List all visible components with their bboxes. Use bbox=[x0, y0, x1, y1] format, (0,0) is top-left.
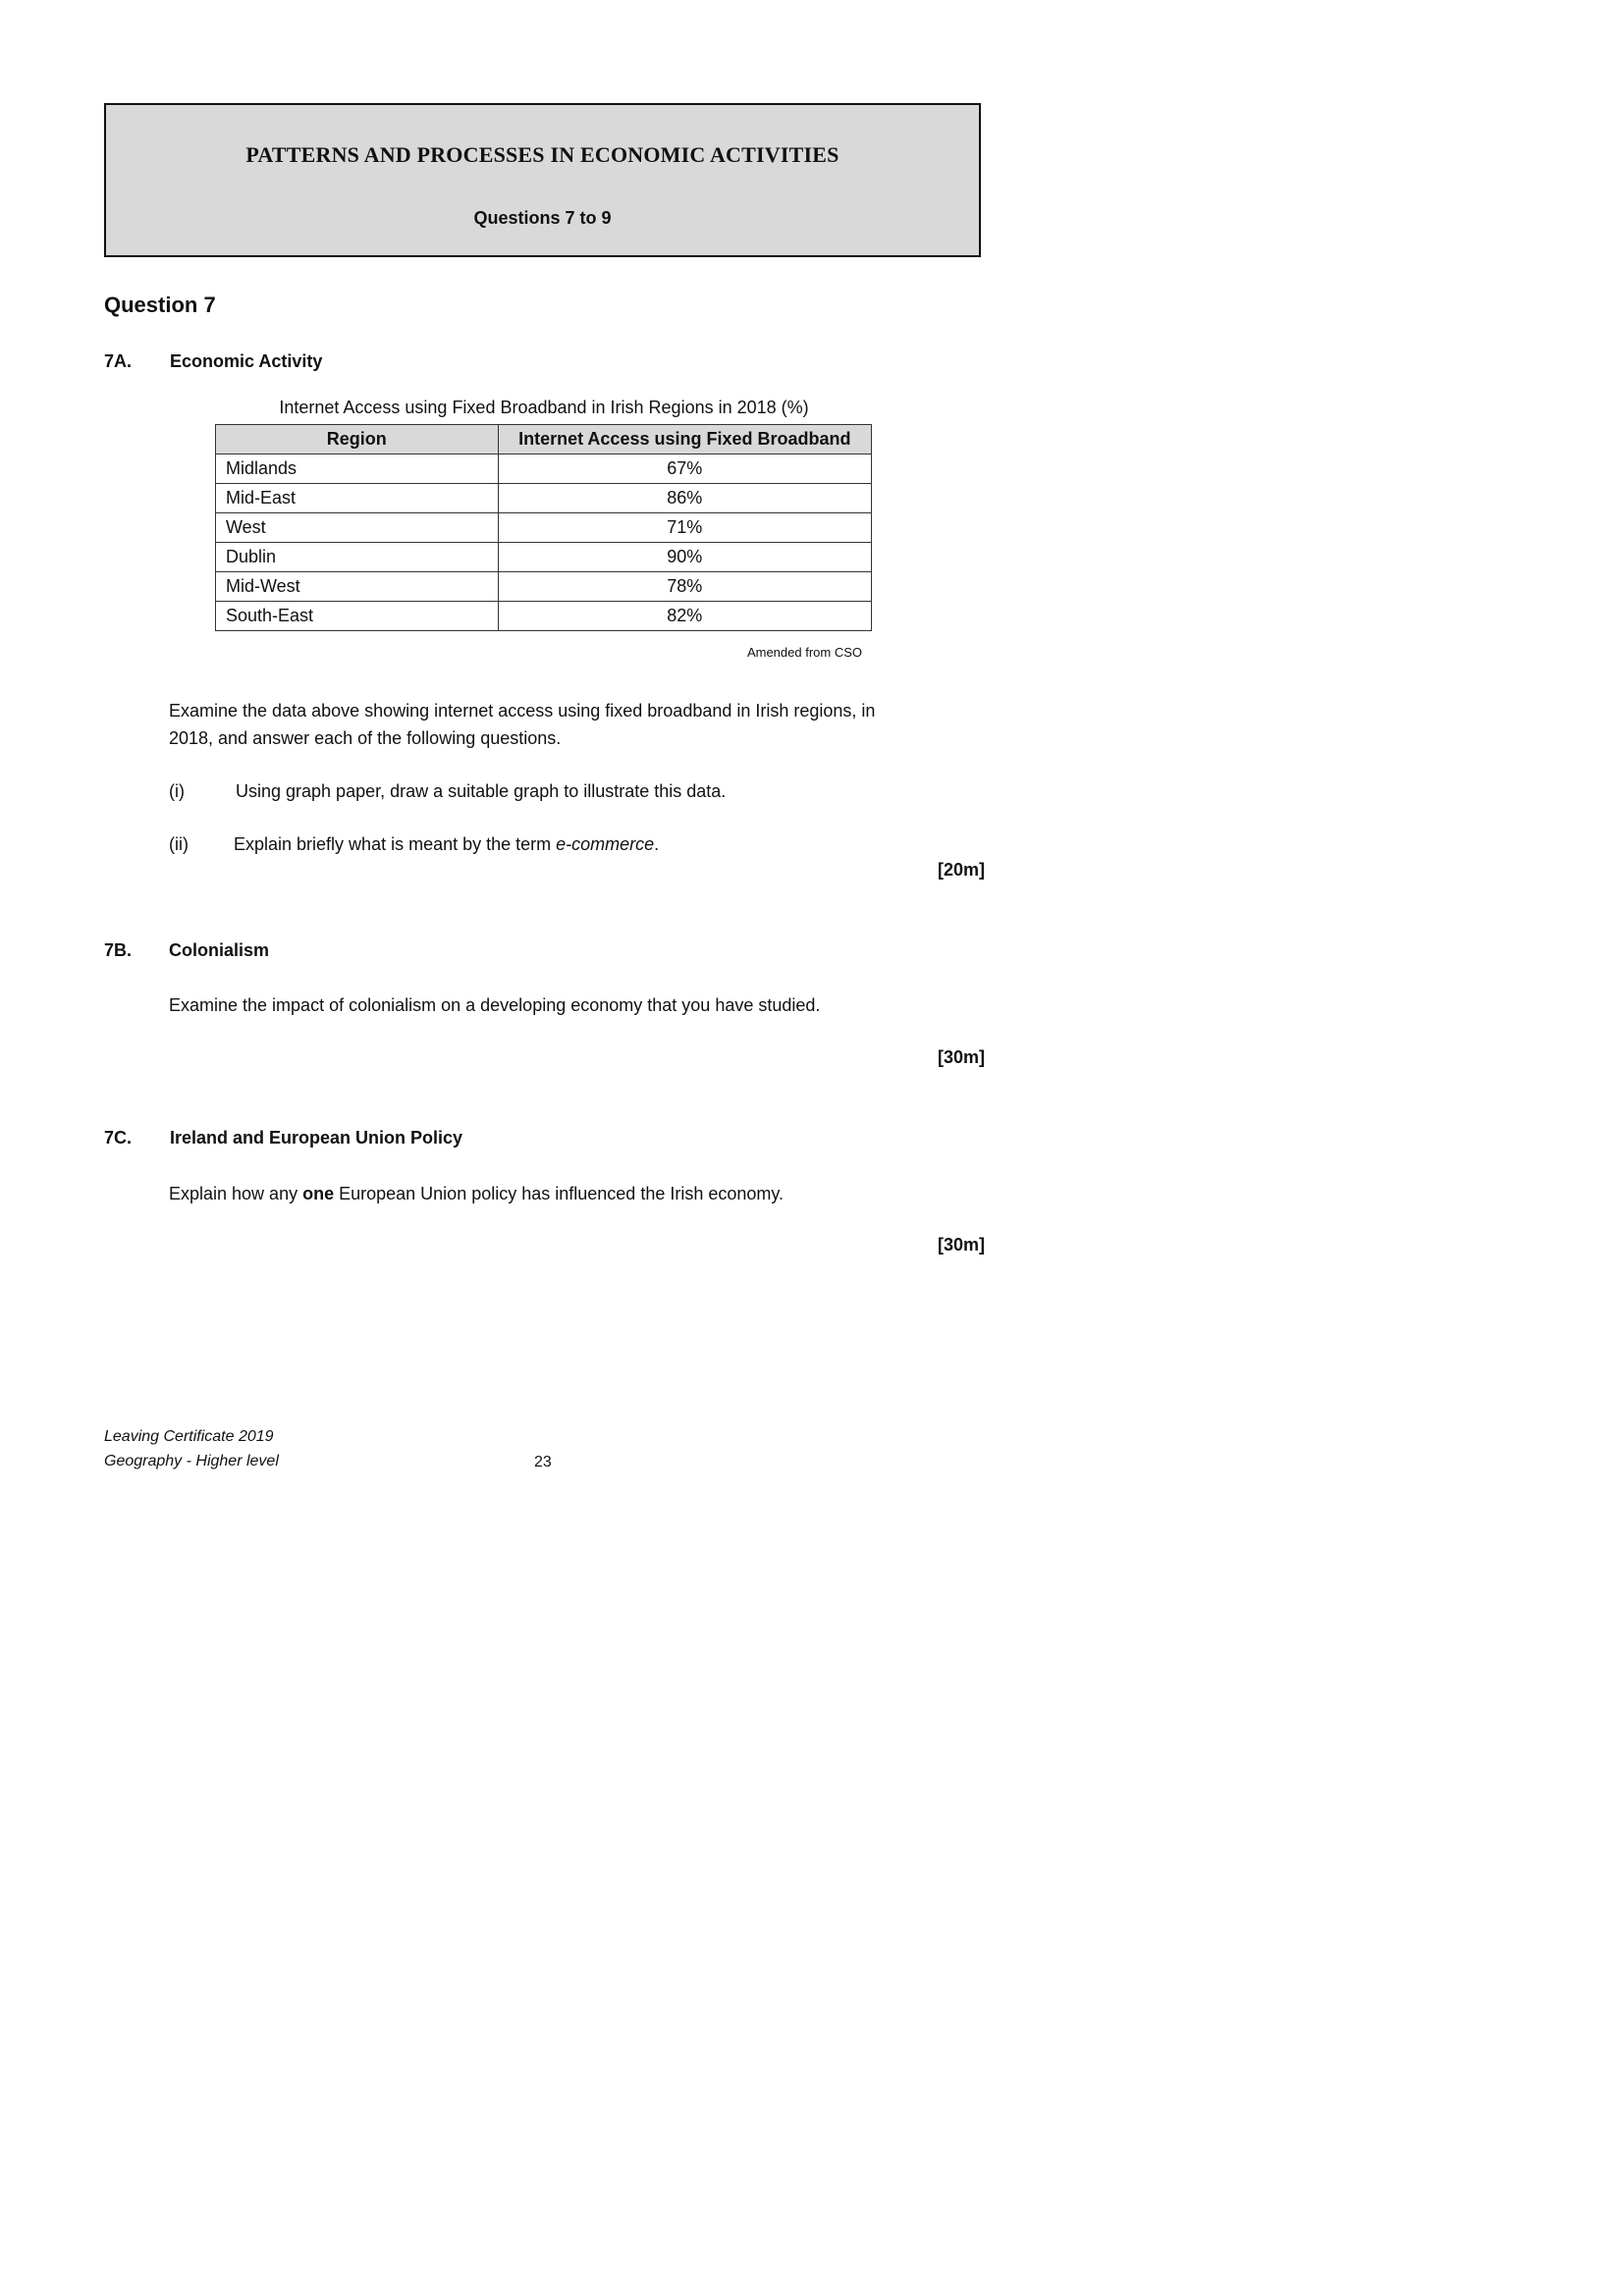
table-row bbox=[216, 454, 872, 484]
part-ii-text-after: . bbox=[654, 834, 660, 854]
table-cell-region: Dublin bbox=[216, 543, 499, 572]
table-cell-region: Midlands bbox=[216, 454, 499, 484]
section-7c-number: 7C. bbox=[104, 1128, 133, 1148]
question-heading: Question 7 bbox=[104, 293, 216, 317]
section-7b-text: Examine the impact of colonialism on a developing economy that you have studied. bbox=[169, 995, 821, 1015]
part-ii-label: (ii) bbox=[169, 834, 189, 854]
part-ii-term: e-commerce bbox=[556, 834, 655, 854]
table-cell-value: 71% bbox=[498, 513, 871, 543]
part-ii-text-before: Explain briefly what is meant by the term bbox=[234, 834, 557, 854]
table-cell-region: Mid-East bbox=[216, 484, 499, 513]
table-cell-value: 86% bbox=[498, 484, 871, 513]
table-caption: Internet Access using Fixed Broadband in Irish Regions in 2018 (%) bbox=[279, 398, 809, 417]
banner-subtitle: Questions 7 to 9 bbox=[473, 208, 612, 228]
table-cell-value: 67% bbox=[498, 454, 871, 484]
table-cell-region: Mid-West bbox=[216, 572, 499, 602]
section-7c-text-before: Explain how any bbox=[169, 1184, 303, 1203]
table-cell-region: South-East bbox=[216, 602, 499, 631]
part-i-label: (i) bbox=[169, 781, 185, 801]
instruction-line-2: 2018, and answer each of the following questions. bbox=[169, 728, 562, 748]
table-cell-value: 90% bbox=[498, 543, 871, 572]
part-ii-text bbox=[234, 830, 659, 858]
footer-line-1: Leaving Certificate 2019 bbox=[104, 1428, 274, 1445]
section-banner bbox=[104, 103, 981, 257]
section-7c-text-bold: one bbox=[302, 1184, 335, 1203]
section-7b-marks: [30m] bbox=[937, 1047, 985, 1067]
table-row bbox=[216, 543, 872, 572]
section-7b-number: 7B. bbox=[104, 940, 133, 960]
instruction-line-1: Examine the data above showing internet access using fixed broadband in Irish regions, in bbox=[169, 701, 876, 721]
table-cell-value: 78% bbox=[498, 572, 871, 602]
table-cell-value: 82% bbox=[498, 602, 871, 631]
table-row bbox=[216, 572, 872, 602]
instruction-text bbox=[169, 697, 875, 752]
section-7c-title: Ireland and European Union Policy bbox=[170, 1128, 463, 1148]
table-row bbox=[216, 602, 872, 631]
section-7c-text-after: European Union policy has influenced the Irish economy. bbox=[334, 1184, 785, 1203]
section-7a-number: 7A. bbox=[104, 351, 133, 371]
table-row bbox=[216, 513, 872, 543]
table-cell-region: West bbox=[216, 513, 499, 543]
banner-title: PATTERNS AND PROCESSES IN ECONOMIC ACTIVITIES bbox=[245, 142, 839, 167]
section-7a-title: Economic Activity bbox=[170, 351, 323, 371]
table-header-region: Region bbox=[216, 425, 499, 454]
section-7a-marks: [20m] bbox=[937, 860, 985, 880]
section-7c-text bbox=[169, 1180, 784, 1207]
table-header-access: Internet Access using Fixed Broadband bbox=[498, 425, 871, 454]
section-7b-title: Colonialism bbox=[169, 940, 270, 960]
table-header-row bbox=[216, 425, 872, 454]
page-number: 23 bbox=[534, 1454, 552, 1470]
part-i-text: Using graph paper, draw a suitable graph to illustrate this data. bbox=[236, 781, 727, 801]
footer-line-2: Geography - Higher level bbox=[104, 1453, 279, 1469]
section-7c-marks: [30m] bbox=[937, 1235, 985, 1255]
broadband-table bbox=[215, 424, 872, 631]
table-row bbox=[216, 484, 872, 513]
table-source: Amended from CSO bbox=[746, 645, 862, 660]
